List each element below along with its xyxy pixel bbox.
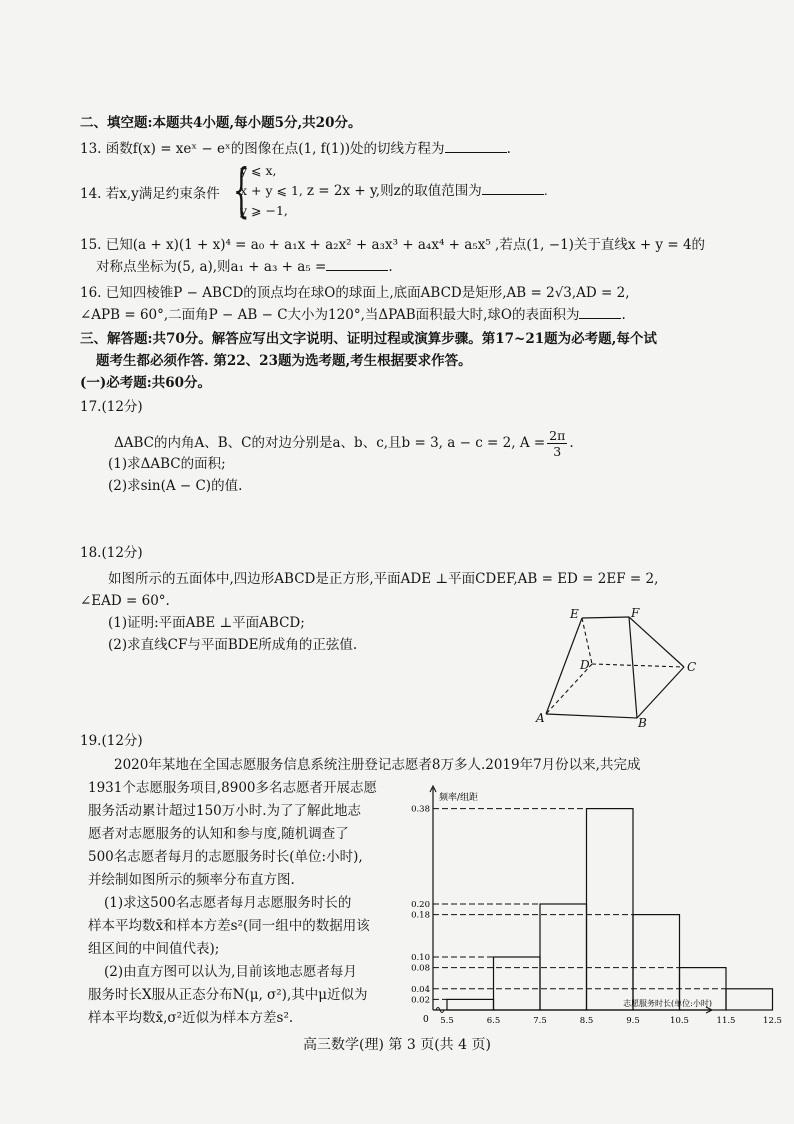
edge-EA [546,618,582,714]
edge-AB [546,714,637,718]
q19-line-2: 1931个志愿服务项目,8900多名志愿者开展志愿 [88,780,378,796]
q19-line-6: 并绘制如图所示的频率分布直方图. [88,872,295,888]
label-F: F [631,606,640,620]
question-13: 13. 函数f(x) = xeˣ − eˣ的图像在点(1, f(1))处的切线方程为 . [80,141,511,157]
q15-line-2: 对称点坐标为(5, a),则a₁ + a₃ + a₅ = . [96,259,393,275]
q15-line-1: 15. 已知(a + x)(1 + x)⁴ = a₀ + a₁x + a₂x² + a₃x³ + a₄x⁴ + a₅x⁵ ,若点(1, −1)关于直线x + y = 4的 [80,237,706,253]
q15-answer-blank [326,258,388,271]
label-B: B [638,716,647,730]
pentahedron-figure [530,606,710,730]
x-axis-label: 志愿服务时长(单位:小时) [623,999,712,1008]
section3-heading-2: 题考生都必须作答. 第22、23题为选考题,考生根据要求作答。 [96,353,472,369]
edge-EF [582,617,629,618]
origin-label: 0 [423,1015,429,1025]
q14-brace: { [233,156,250,224]
q18-title: 18.(12分) [80,545,143,561]
question-14-lead: 14. 若x,y满足约束条件 [80,186,220,202]
q17-fraction: $\frac{2\pi}{3}$ [549,428,566,459]
x-tick-label: 8.5 [579,1016,594,1026]
q19-line-12: 样本平均数x̄,σ²近似为样本方差s². [88,1010,294,1026]
section2-heading: 二、填空题:本题共4小题,每小题5分,共20分。 [80,115,362,131]
histogram-bar [726,989,773,1010]
histogram-bar [494,957,541,1010]
q17-title: 17.(12分) [80,399,143,415]
q17-part-2: (2)求sin(A − C)的值. [108,478,243,494]
q19-line-10: (2)由直方图可以认为,目前该地志愿者每月 [104,964,357,980]
x-tick-label: 9.5 [626,1016,640,1026]
x-tick-label: 10.5 [670,1016,689,1026]
edge-DC-hidden [592,664,684,667]
x-tick-label: 12.5 [763,1016,782,1026]
section3-heading-1: 三、解答题:共70分。解答应写出文字说明、证明过程或演算步骤。第17~21题为必考题,每个试 [80,331,657,347]
q19-title: 19.(12分) [80,733,143,749]
y-tick-label: 0.02 [411,995,430,1006]
label-A: A [536,711,545,725]
q18-stem-1: 如图所示的五面体中,四边形ABCD是正方形,平面ADE ⊥平面CDEF,AB = ED = 2EF = 2, [108,571,659,587]
label-E: E [570,607,579,621]
edge-BC [637,667,684,718]
q13-text: 13. 函数f(x) = xeˣ − eˣ的图像在点(1, f(1))处的切线方程为 [80,141,445,157]
x-tick-label: 6.5 [486,1016,501,1026]
q14-constraint-1: y ⩽ x, [240,163,277,178]
histogram-bar [587,809,634,1010]
x-tick-label: 7.5 [533,1016,547,1026]
x-tick-label: 5.5 [440,1016,454,1026]
q18-part-1: (1)证明:平面ABE ⊥平面ABCD; [108,615,305,631]
q18-part-2: (2)求直线CF与平面BDE所成角的正弦值. [108,637,358,653]
y-tick-label: 0.10 [411,953,430,963]
q19-line-8: 样本平均数x̄和样本方差s²(同一组中的数据用该 [88,918,370,934]
frequency-histogram [400,782,782,1032]
q17-stem: ΔABC的内角A、B、C的对边分别是a、b、c,且b = 3, a − c = 2, A = $\frac{2\pi}{3}$ . [114,428,574,459]
q14-constraints [240,161,548,221]
y-tick-label: 0.38 [411,804,430,815]
q14-constraint-3: y ⩾ −1, [240,203,288,218]
histogram-bar [447,999,494,1010]
q19-line-9: 组区间的中间值代表); [88,941,220,957]
y-tick-label: 0.18 [411,910,430,921]
q19-line-3: 服务活动累计超过150万小时.为了了解此地志 [88,803,362,819]
q16-answer-blank [579,306,621,319]
section3-sub: (一)必考题:共60分。 [80,375,212,391]
edge-FB [629,617,637,718]
x-tick-label: 11.5 [716,1016,736,1026]
label-D: D [580,658,590,672]
edge-FC [629,617,684,667]
histogram-bar [633,915,680,1010]
y-tick-label: 0.20 [411,900,430,910]
q18-stem-2: ∠EAD = 60°. [80,593,170,609]
q19-line-7: (1)求这500名志愿者每月志愿服务时长的 [104,895,352,911]
q19-line-1: 2020年某地在全国志愿服务信息系统注册登记志愿者8万多人.2019年7月份以来,共完成 [114,757,641,773]
page-footer: 高三数学(理) 第 3 页(共 4 页) [303,1037,491,1053]
q17-part-1: (1)求ΔABC的面积; [108,456,226,472]
q16-line-1: 16. 已知四棱锥P − ABCD的顶点均在球O的球面上,底面ABCD是矩形,AB = 2√3,AD = 2, [80,285,630,301]
q14-tail: z = 2x + y,则z的取值范围为 [306,183,482,199]
y-tick-label: 0.04 [411,984,430,995]
histogram-bar [540,904,587,1010]
y-tick-label: 0.08 [411,963,430,974]
q19-line-11: 服务时长X服从正态分布N(μ, σ²),其中μ近似为 [88,987,368,1003]
label-C: C [687,660,697,674]
y-axis-label: 频率/组距 [439,793,479,803]
q16-line-2: ∠APB = 60°,二面角P − AB − C大小为120°,当ΔPAB面积最大时,球O的表面积为 . [80,307,626,323]
q19-line-5: 500名志愿者每月的志愿服务时长(单位:小时), [88,849,363,865]
q14-answer-blank [482,182,544,195]
q13-answer-blank [445,140,507,153]
q19-line-4: 愿者对志愿服务的认知和参与度,随机调查了 [88,826,349,842]
q14-constraint-2: x + y ⩽ 1, z = 2x + y,则z的取值范围为 . [240,183,548,199]
